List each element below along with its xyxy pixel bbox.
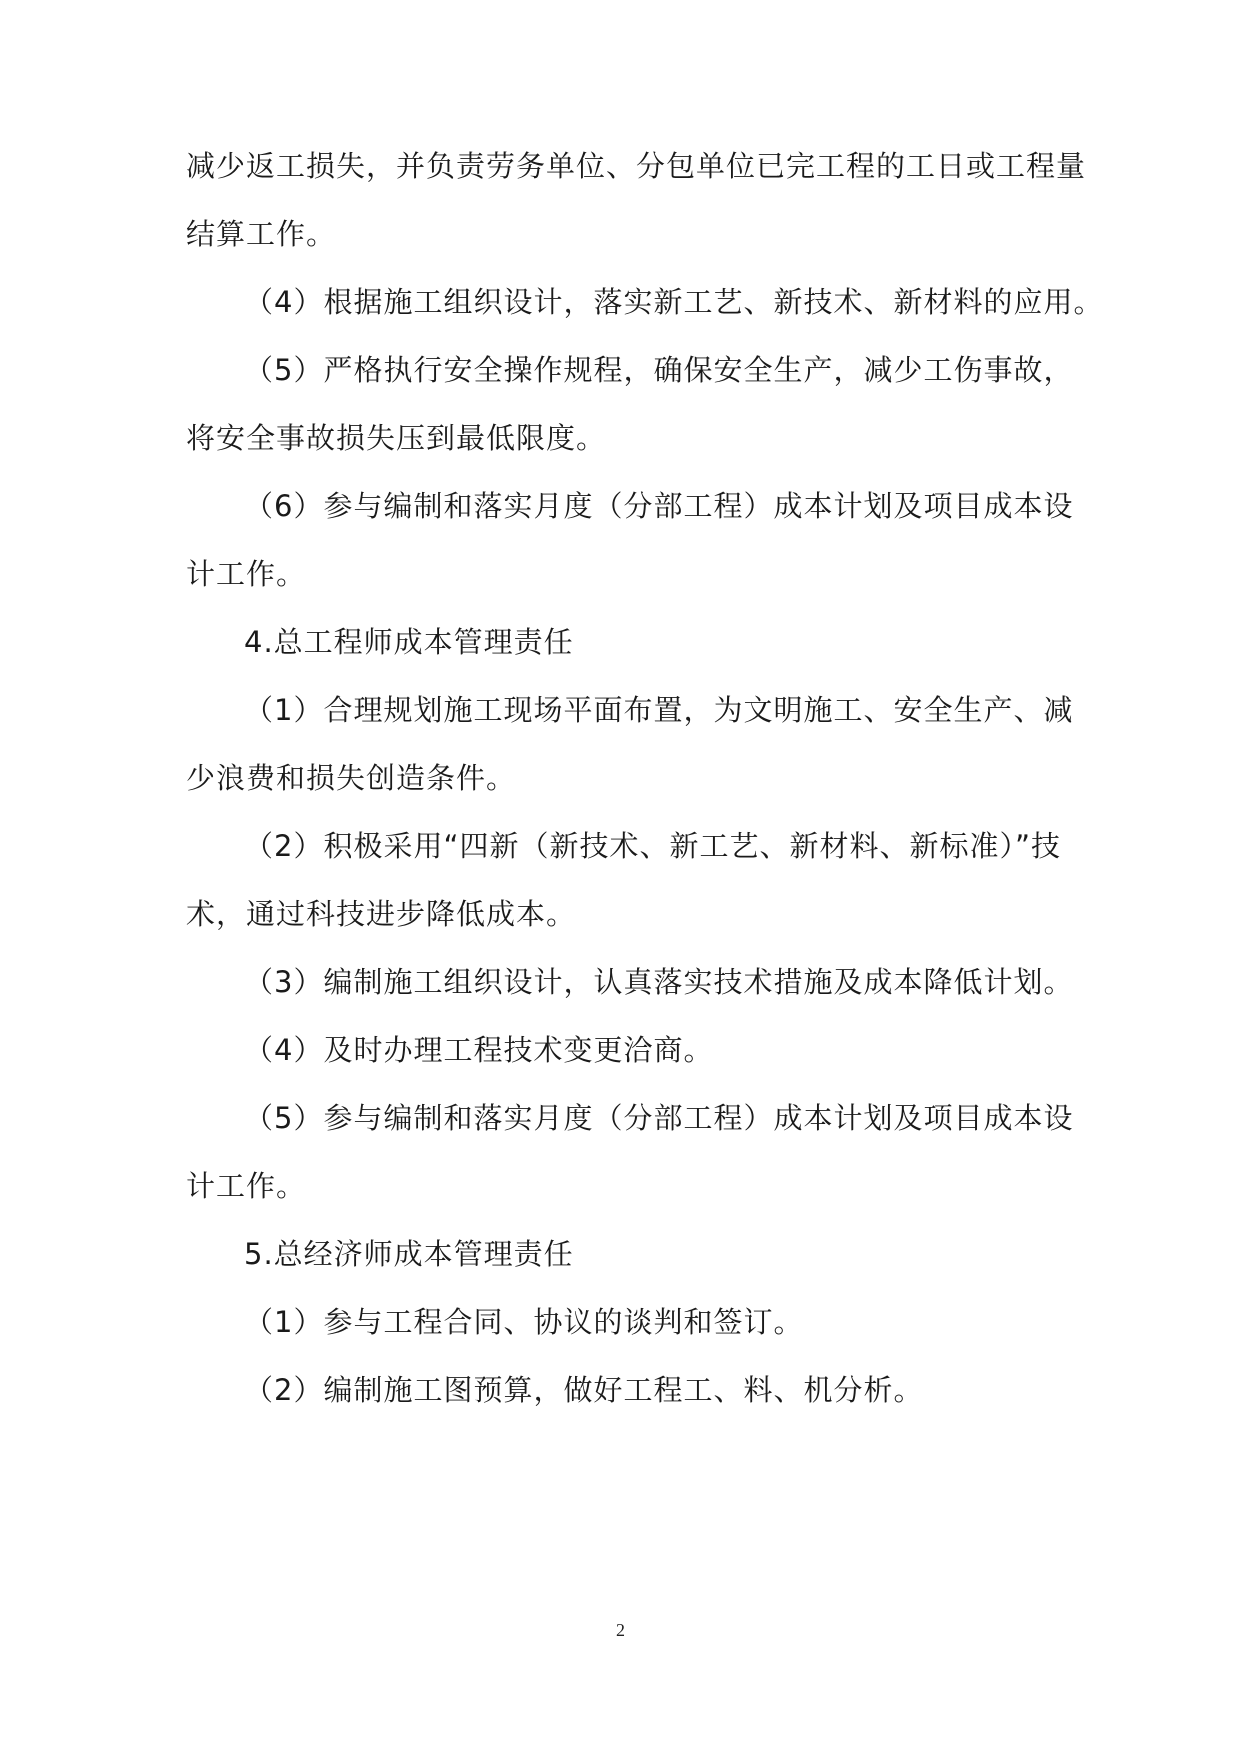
paragraph-line: （5）参与编制和落实月度（分部工程）成本计划及项目成本设 (244, 1101, 1074, 1135)
paragraph-line: （6）参与编制和落实月度（分部工程）成本计划及项目成本设 (244, 489, 1074, 523)
page-number: 2 (616, 1620, 625, 1640)
section-heading: 5.总经济师成本管理责任 (244, 1237, 574, 1271)
paragraph-line: （2）编制施工图预算，做好工程工、料、机分析。 (244, 1373, 924, 1407)
paragraph-line: 计工作。 (186, 1169, 307, 1203)
paragraph-line: 结算工作。 (186, 217, 337, 251)
paragraph-line: （1）参与工程合同、协议的谈判和签订。 (244, 1305, 804, 1339)
paragraph-line: （5）严格执行安全操作规程，确保安全生产，减少工伤事故， (244, 353, 1074, 387)
paragraph-line: 术，通过科技进步降低成本。 (186, 897, 577, 931)
paragraph-line: （4）及时办理工程技术变更洽商。 (244, 1033, 714, 1067)
section-heading: 4.总工程师成本管理责任 (244, 625, 574, 659)
paragraph-line: （2）积极采用“四新（新技术、新工艺、新材料、新标准）”技 (244, 829, 1061, 863)
paragraph-line: （1）合理规划施工现场平面布置，为文明施工、安全生产、减 (244, 693, 1074, 727)
paragraph-line: （4）根据施工组织设计，落实新工艺、新技术、新材料的应用。 (244, 285, 1104, 319)
paragraph-line: （3）编制施工组织设计，认真落实技术措施及成本降低计划。 (244, 965, 1074, 999)
paragraph-line: 少浪费和损失创造条件。 (186, 761, 517, 795)
paragraph-line: 将安全事故损失压到最低限度。 (186, 421, 607, 455)
paragraph-line: 减少返工损失，并负责劳务单位、分包单位已完工程的工日或工程量 (186, 149, 1087, 183)
paragraph-line: 计工作。 (186, 557, 307, 591)
